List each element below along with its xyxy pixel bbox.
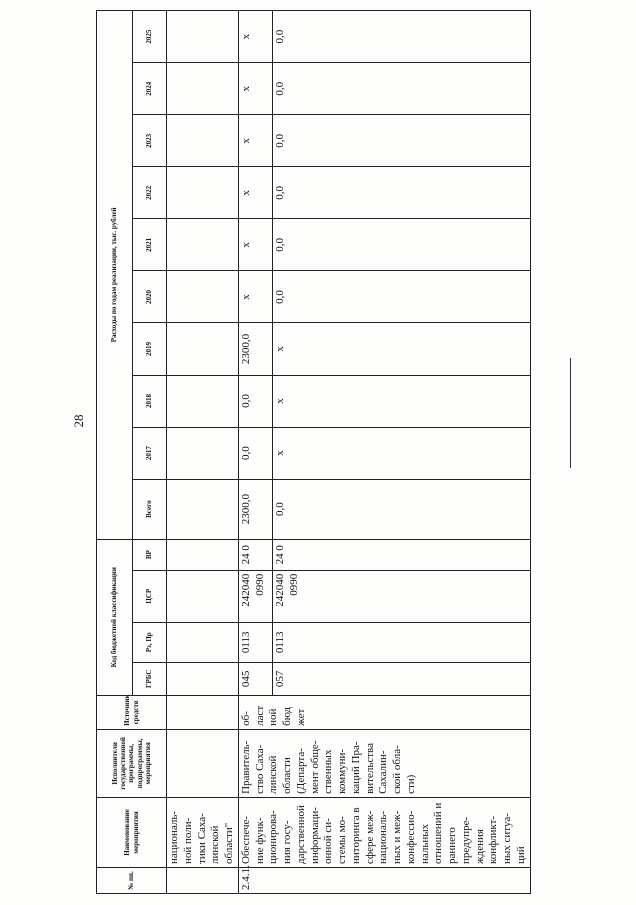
year-value: 0,0 bbox=[238, 427, 272, 479]
header-row-1 bbox=[97, 11, 133, 894]
header-vr: ВР bbox=[133, 539, 167, 570]
row-number: 2.4.1. bbox=[238, 867, 530, 893]
header-num: № пп. bbox=[97, 867, 167, 893]
table-rotation-wrapper bbox=[96, 10, 527, 894]
vr-value: 24 0 bbox=[238, 539, 272, 570]
cell-empty bbox=[167, 695, 239, 729]
measure-name: Обеспече-ние функ-ционирова-ния госу-дарственной информаци-онной си-стемы мо-ниторинга в сфере меж-националь-ных и меж-конфессио-нальных отношений и раннего предупре-ждения конфликт-ных ситуа-ций bbox=[238, 797, 530, 867]
header-year: 2021 bbox=[133, 219, 167, 271]
header-total: Всего bbox=[133, 479, 167, 539]
year-value: 0,0 bbox=[272, 11, 530, 63]
cell-empty bbox=[167, 167, 239, 219]
header-year: 2019 bbox=[133, 323, 167, 375]
header-name: Наименование мероприятия bbox=[97, 797, 167, 867]
header-csr: ЦСР bbox=[133, 570, 167, 622]
year-value: 0,0 bbox=[272, 219, 530, 271]
cell-empty bbox=[167, 570, 239, 622]
grbs-value: 045 bbox=[238, 662, 272, 695]
rzpr-value: 0113 bbox=[238, 622, 272, 662]
cell-empty bbox=[167, 662, 239, 695]
cell-empty bbox=[167, 729, 239, 797]
year-value: х bbox=[272, 323, 530, 375]
year-value: х bbox=[238, 271, 272, 323]
header-year: 2018 bbox=[133, 375, 167, 427]
page-number: 28 bbox=[71, 414, 86, 428]
year-value: х bbox=[272, 427, 530, 479]
year-value: х bbox=[272, 375, 530, 427]
header-year: 2024 bbox=[133, 63, 167, 115]
year-value: х bbox=[238, 219, 272, 271]
year-value: х bbox=[238, 11, 272, 63]
header-rzpr: Рз, Пр bbox=[133, 622, 167, 662]
year-value: 2300,0 bbox=[238, 323, 272, 375]
total-value: 2300,0 bbox=[238, 479, 272, 539]
divider-line bbox=[570, 358, 571, 468]
year-value: х bbox=[238, 115, 272, 167]
vr-value: 24 0 bbox=[272, 539, 530, 570]
continuation-row bbox=[167, 11, 239, 894]
cell-empty bbox=[167, 219, 239, 271]
budget-table bbox=[96, 10, 531, 894]
header-budget-code: Код бюджетной классификации bbox=[97, 539, 133, 695]
header-year: 2022 bbox=[133, 167, 167, 219]
grbs-value: 057 bbox=[272, 662, 530, 695]
cell-empty bbox=[167, 63, 239, 115]
header-year: 2017 bbox=[133, 427, 167, 479]
year-value: 0,0 bbox=[272, 167, 530, 219]
cell-empty bbox=[167, 271, 239, 323]
rotated-table-area bbox=[96, 10, 527, 894]
header-year: 2023 bbox=[133, 115, 167, 167]
header-executors: Исполнители государственной программы, подпрограммы, мероприятия bbox=[97, 729, 167, 797]
cell-empty bbox=[167, 11, 239, 63]
continuation-name: националь-ной поли-тики Саха-линской области" bbox=[167, 797, 239, 867]
year-value: х bbox=[238, 63, 272, 115]
rzpr-value: 0113 bbox=[272, 622, 530, 662]
cell-empty bbox=[167, 427, 239, 479]
header-year: 2025 bbox=[133, 11, 167, 63]
cell-empty bbox=[167, 479, 239, 539]
year-value: 0,0 bbox=[238, 375, 272, 427]
cell-empty bbox=[167, 375, 239, 427]
year-value: х bbox=[238, 167, 272, 219]
header-source: Источник средств bbox=[97, 695, 167, 729]
year-value: 0,0 bbox=[272, 271, 530, 323]
cell-empty bbox=[167, 622, 239, 662]
total-value: 0,0 bbox=[272, 479, 530, 539]
csr-value: 242040 0990 bbox=[272, 570, 530, 622]
csr-value: 242040 0990 bbox=[238, 570, 272, 622]
header-grbs: ГРБС bbox=[133, 662, 167, 695]
cell-empty bbox=[167, 539, 239, 570]
executor: Правитель-ство Саха-линской области (Департа-мент обще-ственных коммуни-каций Пра-вительства Сахалин-ской обла-сти) bbox=[238, 729, 530, 797]
cell-empty bbox=[167, 323, 239, 375]
header-year: 2020 bbox=[133, 271, 167, 323]
cell-empty bbox=[167, 115, 239, 167]
year-value: 0,0 bbox=[272, 115, 530, 167]
header-expenses: Расходы по годам реализации, тыс. рублей bbox=[97, 11, 133, 540]
table-row bbox=[238, 11, 272, 894]
cell-empty bbox=[167, 867, 239, 893]
year-value: 0,0 bbox=[272, 63, 530, 115]
funding-source: об-ласт ной бюд жет bbox=[238, 695, 530, 729]
